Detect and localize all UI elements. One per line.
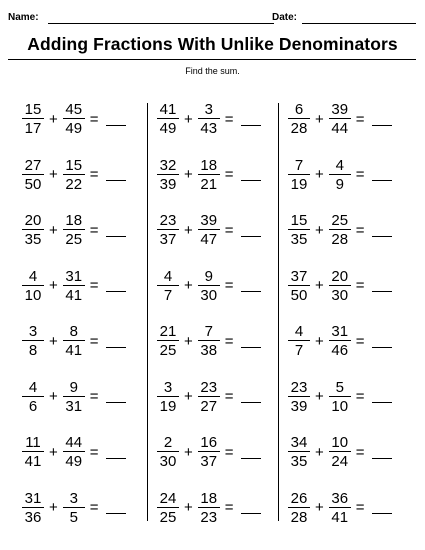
numerator: 36 [331, 489, 349, 507]
problem-item [22, 486, 126, 530]
numerator: 41 [159, 101, 177, 118]
problem-item [157, 486, 261, 530]
plus-sign: + [49, 388, 58, 405]
answer-blank[interactable] [372, 501, 392, 514]
plus-sign: + [49, 443, 58, 461]
fraction-addend-2 [198, 491, 220, 525]
denominator: 25 [65, 231, 83, 248]
answer-blank[interactable] [241, 335, 261, 348]
plus-sign: + [184, 443, 193, 461]
answer-blank[interactable] [372, 113, 392, 126]
fraction-addend-2 [198, 158, 220, 192]
plus-sign: + [315, 443, 324, 461]
numerator: 31 [331, 323, 349, 340]
equals-sign: = [224, 332, 234, 350]
equals-sign: = [89, 221, 99, 239]
answer-blank[interactable] [106, 224, 126, 237]
numerator: 16 [200, 434, 218, 451]
denominator: 30 [331, 286, 349, 304]
plus-sign: + [49, 499, 58, 516]
answer-blank[interactable] [241, 113, 261, 126]
problem-item [157, 153, 261, 197]
plus-sign: + [184, 332, 193, 350]
fraction-addend-2 [329, 269, 351, 303]
plus-sign: + [184, 499, 193, 516]
problem-item [157, 97, 261, 141]
equals-sign: = [355, 110, 365, 128]
fraction-addend-1 [22, 380, 44, 414]
denominator: 35 [290, 231, 308, 248]
denominator: 6 [28, 397, 38, 415]
numerator: 4 [294, 323, 304, 340]
equals-sign: = [89, 388, 99, 405]
denominator: 27 [200, 397, 218, 415]
fraction-addend-1 [22, 213, 44, 247]
problem-item [288, 486, 392, 530]
denominator: 49 [159, 120, 177, 137]
fraction-addend-2 [198, 102, 220, 136]
fraction-addend-1 [157, 213, 179, 247]
header-row [8, 12, 418, 26]
denominator: 49 [65, 453, 83, 470]
equals-sign: = [224, 110, 234, 128]
denominator: 49 [65, 120, 83, 137]
numerator: 26 [290, 489, 308, 507]
fraction-addend-2 [329, 158, 351, 192]
equals-sign: = [355, 332, 365, 350]
numerator: 34 [290, 434, 308, 451]
numerator: 24 [159, 489, 177, 507]
equals-sign: = [224, 499, 234, 516]
denominator: 5 [69, 508, 78, 526]
title-divider [8, 59, 416, 60]
denominator: 36 [24, 508, 42, 526]
numerator: 3 [28, 323, 38, 340]
denominator: 21 [200, 175, 218, 193]
plus-sign: + [315, 277, 324, 294]
plus-sign: + [315, 388, 324, 405]
numerator: 4 [28, 267, 38, 285]
numerator: 21 [159, 323, 177, 340]
equals-sign: = [224, 166, 234, 183]
fraction-addend-1 [157, 269, 179, 303]
plus-sign: + [49, 332, 58, 350]
fraction-addend-1 [288, 435, 310, 469]
plus-sign: + [184, 166, 193, 183]
fraction-addend-2 [63, 491, 85, 525]
numerator: 2 [163, 434, 173, 451]
numerator: 39 [331, 101, 349, 118]
equals-sign: = [89, 166, 99, 183]
answer-blank[interactable] [106, 335, 126, 348]
answer-blank[interactable] [241, 224, 261, 237]
numerator: 18 [200, 489, 218, 507]
denominator: 30 [159, 453, 177, 470]
numerator: 31 [65, 267, 83, 285]
problem-item [157, 430, 261, 474]
denominator: 50 [24, 175, 42, 193]
numerator: 23 [159, 212, 177, 229]
fraction-addend-1 [288, 380, 310, 414]
plus-sign: + [184, 277, 193, 294]
numerator: 23 [200, 378, 218, 396]
fraction-addend-2 [63, 435, 85, 469]
problem-item [288, 264, 392, 308]
denominator: 25 [159, 342, 177, 359]
numerator: 7 [204, 323, 213, 340]
equals-sign: = [355, 388, 365, 405]
equals-sign: = [355, 499, 365, 516]
column-divider [278, 103, 279, 521]
answer-blank[interactable] [106, 168, 126, 181]
fraction-addend-1 [288, 324, 310, 358]
fraction-addend-1 [288, 158, 310, 192]
fraction-addend-2 [198, 213, 220, 247]
denominator: 19 [159, 397, 177, 415]
answer-blank[interactable] [241, 446, 261, 459]
problem-item [22, 264, 126, 308]
equals-sign: = [224, 277, 234, 294]
fraction-addend-1 [22, 269, 44, 303]
fraction-addend-1 [157, 102, 179, 136]
fraction-addend-1 [22, 435, 44, 469]
answer-blank[interactable] [372, 446, 392, 459]
fraction-addend-2 [63, 213, 85, 247]
problem-item [22, 375, 126, 419]
denominator: 41 [331, 508, 349, 526]
fraction-addend-2 [329, 102, 351, 136]
problem-item [22, 153, 126, 197]
numerator: 4 [163, 267, 173, 285]
numerator: 6 [294, 101, 304, 118]
fraction-addend-1 [288, 213, 310, 247]
numerator: 8 [69, 323, 78, 340]
numerator: 27 [24, 156, 42, 174]
equals-sign: = [89, 110, 99, 128]
plus-sign: + [184, 110, 193, 128]
date-label: Date: [272, 12, 298, 23]
numerator: 20 [24, 212, 42, 229]
denominator: 41 [65, 286, 83, 304]
denominator: 28 [290, 120, 308, 137]
denominator: 35 [24, 231, 42, 248]
denominator: 39 [159, 175, 177, 193]
name-field-line[interactable] [48, 23, 274, 24]
equals-sign: = [89, 277, 99, 294]
denominator: 46 [331, 342, 349, 359]
fraction-addend-1 [22, 102, 44, 136]
denominator: 22 [65, 175, 83, 193]
numerator: 9 [69, 378, 78, 396]
equals-sign: = [224, 388, 234, 405]
fraction-addend-1 [157, 380, 179, 414]
answer-blank[interactable] [106, 501, 126, 514]
column-divider [147, 103, 148, 521]
equals-sign: = [89, 443, 99, 461]
fraction-addend-2 [198, 435, 220, 469]
plus-sign: + [49, 166, 58, 183]
denominator: 7 [294, 342, 304, 359]
denominator: 10 [331, 397, 349, 415]
problem-item [288, 97, 392, 141]
fraction-addend-1 [288, 269, 310, 303]
numerator: 15 [290, 212, 308, 229]
answer-blank[interactable] [372, 279, 392, 292]
fraction-addend-2 [329, 213, 351, 247]
denominator: 31 [65, 397, 83, 415]
denominator: 7 [163, 286, 173, 304]
equals-sign: = [89, 499, 99, 516]
fraction-addend-2 [198, 324, 220, 358]
numerator: 39 [200, 212, 218, 229]
numerator: 18 [65, 212, 83, 229]
fraction-addend-2 [63, 158, 85, 192]
problem-item [157, 319, 261, 363]
fraction-addend-1 [157, 435, 179, 469]
fraction-addend-2 [329, 380, 351, 414]
equals-sign: = [224, 221, 234, 239]
fraction-addend-2 [63, 324, 85, 358]
numerator: 18 [200, 156, 218, 174]
numerator: 15 [24, 101, 42, 118]
fraction-addend-1 [288, 491, 310, 525]
problem-item [288, 153, 392, 197]
fraction-addend-2 [63, 102, 85, 136]
answer-blank[interactable] [372, 335, 392, 348]
instruction-text: Find the sum. [185, 66, 240, 76]
fraction-addend-1 [22, 491, 44, 525]
plus-sign: + [315, 110, 324, 128]
denominator: 43 [200, 120, 218, 137]
fraction-addend-1 [288, 102, 310, 136]
answer-blank[interactable] [241, 501, 261, 514]
numerator: 45 [65, 101, 83, 118]
equals-sign: = [355, 443, 365, 461]
fraction-addend-2 [329, 491, 351, 525]
numerator: 20 [331, 267, 349, 285]
denominator: 8 [28, 342, 38, 359]
denominator: 37 [159, 231, 177, 248]
numerator: 25 [331, 212, 349, 229]
numerator: 7 [294, 156, 304, 174]
denominator: 47 [200, 231, 218, 248]
numerator: 32 [159, 156, 177, 174]
problem-item [22, 319, 126, 363]
numerator: 3 [69, 489, 78, 507]
denominator: 17 [24, 120, 42, 137]
answer-blank[interactable] [106, 446, 126, 459]
denominator: 35 [290, 453, 308, 470]
fraction-addend-2 [329, 435, 351, 469]
answer-blank[interactable] [241, 168, 261, 181]
problem-item [288, 375, 392, 419]
numerator: 10 [331, 434, 349, 451]
fraction-addend-2 [329, 324, 351, 358]
answer-blank[interactable] [106, 279, 126, 292]
denominator: 50 [290, 286, 308, 304]
problem-grid [0, 95, 425, 525]
equals-sign: = [355, 221, 365, 239]
denominator: 28 [290, 508, 308, 526]
denominator: 30 [200, 286, 218, 304]
numerator: 11 [25, 434, 41, 451]
date-field-line[interactable] [302, 23, 416, 24]
fraction-addend-2 [63, 269, 85, 303]
numerator: 31 [24, 489, 42, 507]
denominator: 19 [290, 175, 308, 193]
problem-item [288, 319, 392, 363]
plus-sign: + [49, 277, 58, 294]
fraction-addend-2 [63, 380, 85, 414]
plus-sign: + [184, 388, 193, 405]
fraction-addend-1 [22, 324, 44, 358]
problem-item [157, 208, 261, 252]
problem-item [22, 430, 126, 474]
equals-sign: = [355, 166, 365, 183]
problem-item [288, 208, 392, 252]
answer-blank[interactable] [372, 390, 392, 403]
answer-blank[interactable] [106, 113, 126, 126]
answer-blank[interactable] [372, 168, 392, 181]
numerator: 15 [65, 156, 83, 174]
problem-item [22, 97, 126, 141]
name-label: Name: [8, 12, 39, 23]
fraction-addend-1 [157, 491, 179, 525]
numerator: 3 [163, 378, 173, 396]
plus-sign: + [184, 221, 193, 239]
denominator: 41 [24, 453, 42, 470]
fraction-addend-1 [157, 158, 179, 192]
problem-item [157, 375, 261, 419]
equals-sign: = [89, 332, 99, 350]
equals-sign: = [355, 277, 365, 294]
fraction-addend-1 [22, 158, 44, 192]
fraction-addend-1 [157, 324, 179, 358]
denominator: 41 [65, 342, 83, 359]
worksheet-title: Adding Fractions With Unlike Denominators [27, 34, 398, 54]
numerator: 44 [65, 434, 83, 451]
answer-blank[interactable] [241, 390, 261, 403]
plus-sign: + [49, 221, 58, 239]
plus-sign: + [315, 332, 324, 350]
answer-blank[interactable] [106, 390, 126, 403]
numerator: 5 [335, 378, 344, 396]
denominator: 24 [331, 453, 349, 470]
denominator: 39 [290, 397, 308, 415]
denominator: 44 [331, 120, 349, 137]
denominator: 38 [200, 342, 218, 359]
numerator: 4 [335, 156, 344, 174]
fraction-addend-2 [198, 269, 220, 303]
numerator: 23 [290, 378, 308, 396]
numerator: 37 [290, 267, 308, 285]
plus-sign: + [315, 499, 324, 516]
denominator: 23 [200, 508, 218, 526]
denominator: 25 [159, 508, 177, 526]
numerator: 3 [204, 101, 213, 118]
plus-sign: + [49, 110, 58, 128]
plus-sign: + [315, 166, 324, 183]
problem-item [22, 208, 126, 252]
denominator: 28 [331, 231, 349, 248]
denominator: 37 [200, 453, 218, 470]
equals-sign: = [224, 443, 234, 461]
answer-blank[interactable] [372, 224, 392, 237]
answer-blank[interactable] [241, 279, 261, 292]
denominator: 9 [335, 175, 344, 193]
denominator: 10 [24, 286, 42, 304]
problem-item [157, 264, 261, 308]
plus-sign: + [315, 221, 324, 239]
numerator: 9 [204, 267, 213, 285]
problem-item [288, 430, 392, 474]
fraction-addend-2 [198, 380, 220, 414]
numerator: 4 [28, 378, 38, 396]
